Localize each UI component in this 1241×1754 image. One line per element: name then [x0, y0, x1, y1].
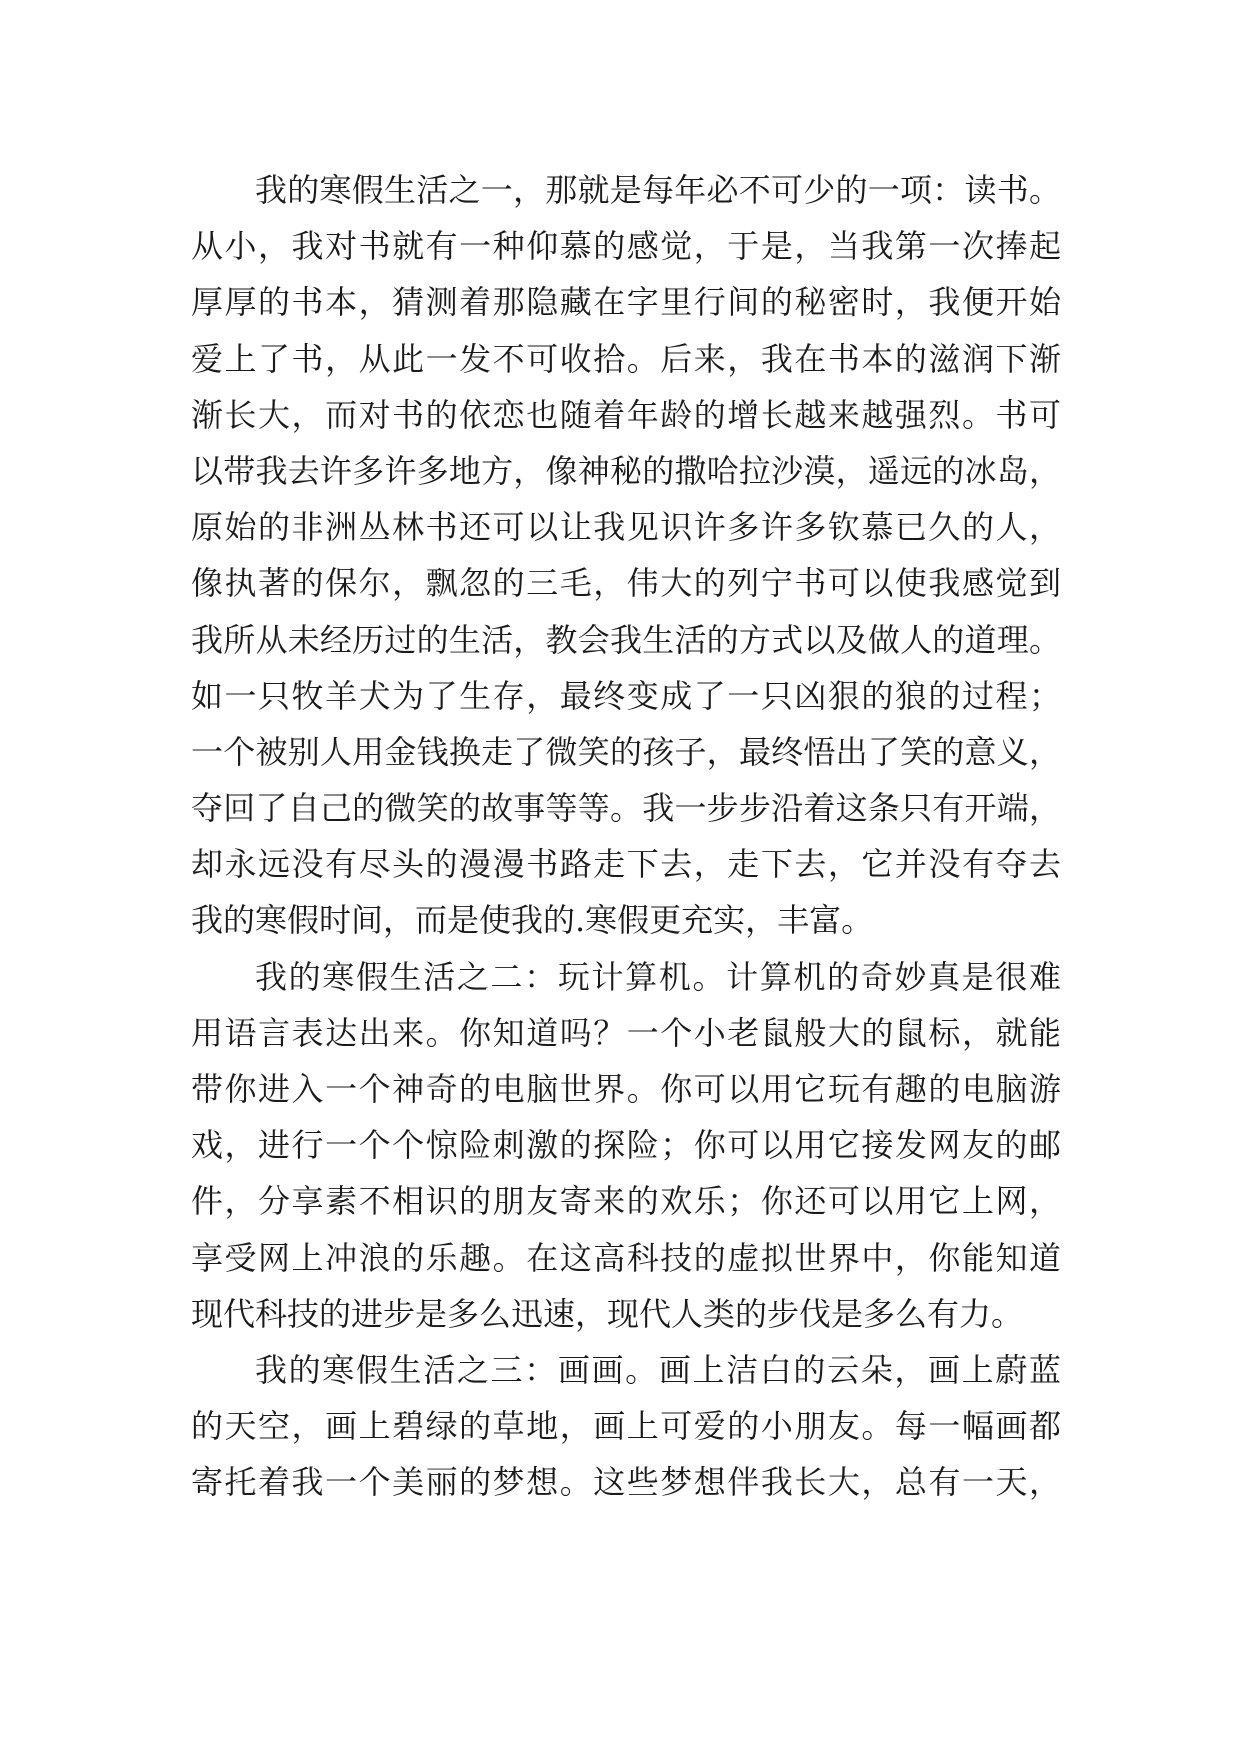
text-line: 寄托着我一个美丽的梦想。这些梦想伴我长大，总有一天， — [191, 1463, 1061, 1502]
text-line: 件，分享素不相识的朋友寄来的欢乐；你还可以用它上网， — [191, 1182, 1061, 1221]
text-line: 享受网上冲浪的乐趣。在这高科技的虚拟世界中，你能知道 — [191, 1238, 1061, 1277]
text-line: 的天空，画上碧绿的草地，画上可爱的小朋友。每一幅画都 — [191, 1407, 1061, 1446]
paragraph-3 — [191, 1342, 1061, 1511]
text-line: 从小，我对书就有一种仰慕的感觉，于是，当我第一次捧起 — [191, 227, 1061, 266]
text-line: 夺回了自己的微笑的故事等等。我一步步沿着这条只有开端， — [191, 789, 1061, 828]
text-line: 原始的非洲丛林书还可以让我见识许多许多钦慕已久的人， — [191, 508, 1061, 547]
text-line: 却永远没有尽头的漫漫书路走下去，走下去，它并没有夺去 — [191, 845, 1061, 884]
text-line: 我所从未经历过的生活，教会我生活的方式以及做人的道理。 — [191, 620, 1061, 659]
document-body — [191, 162, 1061, 1511]
text-line: 像执著的保尔，飘忽的三毛，伟大的列宁书可以使我感觉到 — [191, 564, 1061, 603]
text-line: 厚厚的书本，猜测着那隐藏在字里行间的秘密时，我便开始 — [191, 283, 1061, 322]
text-line: 现代科技的进步是多么迅速，现代人类的步伐是多么有力。 — [191, 1294, 1024, 1333]
text-line: 一个被别人用金钱换走了微笑的孩子，最终悟出了笑的意义， — [191, 732, 1061, 771]
text-line: 我的寒假时间，而是使我的.寒假更充实，丰富。 — [191, 901, 874, 940]
text-line: 戏，进行一个个惊险刺激的探险；你可以用它接发网友的邮 — [191, 1126, 1061, 1165]
text-line: 以带我去许多许多地方，像神秘的撒哈拉沙漠，遥远的冰岛， — [191, 451, 1061, 490]
text-line: 渐长大，而对书的依恋也随着年龄的增长越来越强烈。书可 — [191, 395, 1061, 434]
text-line: 爱上了书，从此一发不可收拾。后来，我在书本的滋润下渐 — [191, 339, 1061, 378]
text-line: 我的寒假生活之三：画画。画上洁白的云朵，画上蔚蓝 — [255, 1350, 1061, 1389]
text-line: 用语言表达出来。你知道吗？一个小老鼠般大的鼠标，就能 — [191, 1013, 1061, 1052]
text-line: 带你进入一个神奇的电脑世界。你可以用它玩有趣的电脑游 — [191, 1070, 1061, 1108]
text-line: 如一只牧羊犬为了生存，最终变成了一只凶狠的狼的过程； — [191, 676, 1061, 715]
text-line: 我的寒假生活之一，那就是每年必不可少的一项：读书。 — [255, 171, 1061, 209]
paragraph-1 — [191, 162, 1061, 949]
paragraph-2 — [191, 949, 1061, 1342]
text-line: 我的寒假生活之二：玩计算机。计算机的奇妙真是很难 — [255, 957, 1061, 996]
